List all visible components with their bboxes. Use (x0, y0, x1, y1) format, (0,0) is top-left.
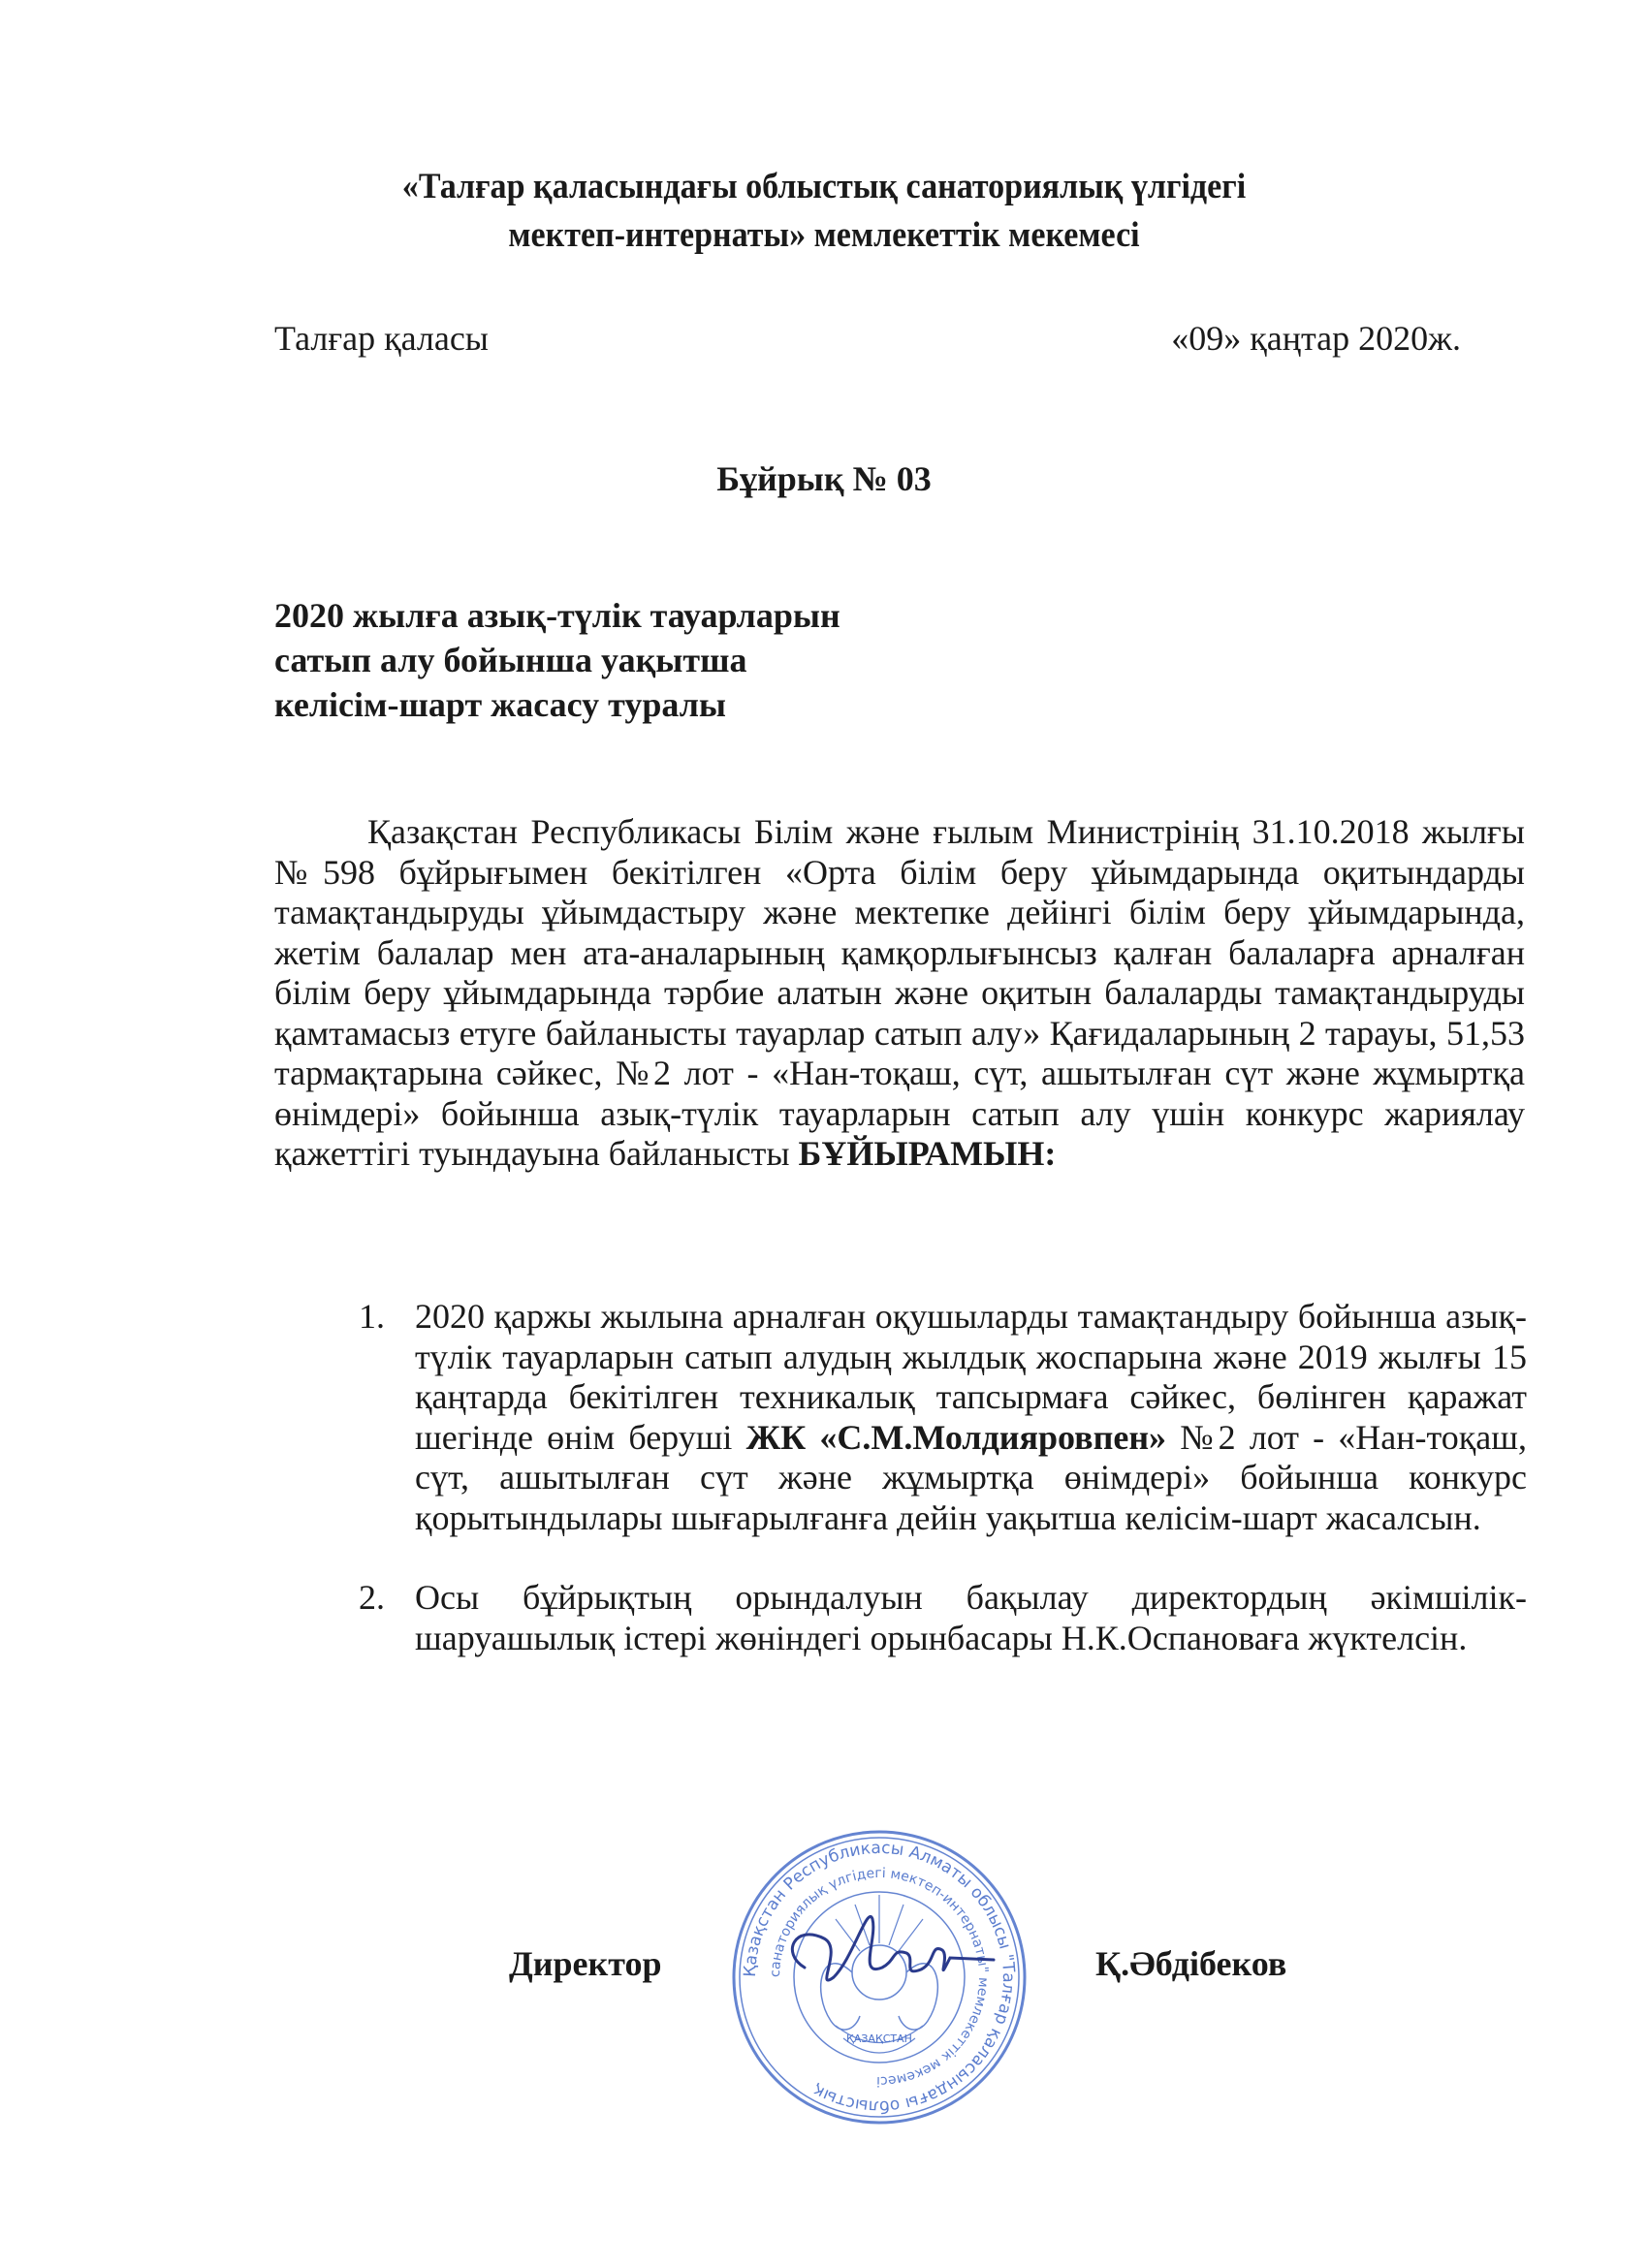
item-number: 2. (359, 1578, 385, 1617)
stamp-outer-text: Қазақстан Республикасы Алматы облысы "Талғар қаласындағы облыстық (740, 1838, 1019, 2117)
subject-line: сатып алу бойынша уақытша (274, 641, 747, 679)
order-directive: БҰЙЫРАМЫН: (798, 1134, 1057, 1173)
order-title: Бұйрық № 03 (716, 459, 932, 498)
signatory-name: Қ.Әбдібеков (1095, 1944, 1287, 1983)
order-item-1 (359, 1297, 1527, 1538)
order-item-2 (359, 1578, 1527, 1658)
header-line-2: мектеп-интернаты» мемлекеттік мекемесі (508, 215, 1140, 255)
location: Талғар қаласы (274, 319, 489, 358)
stamp-inner-text: санаториялық үлгідегі мектеп-интернаты" мемлекеттік мекемесі (767, 1865, 992, 2090)
signatory-title: Директор (509, 1944, 662, 1983)
subject-line: келісім-шарт жасасу туралы (274, 685, 727, 724)
subject-line: 2020 жылға азық-түлік тауарларын (274, 596, 840, 635)
item-text: Осы бұйрықтың орындалуын бақылау директордың әкімшілік-шаруашылық істері жөніндегі орынбасары Н.К.Оспановаға жүктелсін. (415, 1578, 1527, 1657)
header-line-1: «Талғар қаласындағы облыстық санаториялық үлгідегі (401, 167, 1247, 206)
handwritten-signature (776, 1900, 998, 2006)
preamble-text: Қазақстан Республикасы Білім және ғылым Министрінің 31.10.2018 жылғы №598 бұйрығымен бекітілген «Орта білім беру ұйымдарында оқитындарды тамақтандыруды ұйымдастыру және мектепке дейінгі білім беру ұйымдарында, жетім балалар мен ата-аналарының қамқорлығынсыз қалған балаларға арналған білім беру ұйымдарында тәрбие алатын және оқитын балаларды тамақтандыруды қамтамасыз етуге байланысты тауарлар сатып алу» Қағидаларының 2 тарауы, 51,53 тармақтарына сәйкес, №2 лот - «Нан-тоқаш, сүт, ашытылған сүт және жұмыртқа өнімдері» бойынша азық-түлік тауарларын сатып алу үшін конкурс жариялау қажеттігі туындауына байланысты (274, 812, 1525, 1173)
institution-header (289, 163, 1359, 260)
order-subject (274, 593, 840, 727)
item-number: 1. (359, 1297, 385, 1336)
order-items-list (359, 1297, 1527, 1698)
item-text: 2020 қаржы жылына арналған оқушыларды тамақтандыру бойынша азық-түлік тауарларын сатып алудың жылдық жоспарына және 2019 жылғы 15 қаңтарда бекітілген техникалық тапсырмаға сәйкес, бөлінген қаражат шегінде өнім беруші (415, 1297, 1527, 1457)
location-date-row (274, 318, 1461, 359)
item-text-continued: №2 лот - «Нан-тоқаш, сүт, ашытылған сүт және жұмыртқа өнімдері» бойынша конкурс қорытындылары шығарылғанға дейін уақытша келісім-шарт жасалсын. (415, 1417, 1527, 1537)
stamp-center-text: ҚАЗАҚСТАН (846, 2032, 912, 2045)
date: «09» қаңтар 2020ж. (1171, 319, 1461, 358)
preamble-paragraph (274, 812, 1525, 1175)
supplier-name: ЖК «С.М.Молдияровпен» (745, 1417, 1167, 1457)
